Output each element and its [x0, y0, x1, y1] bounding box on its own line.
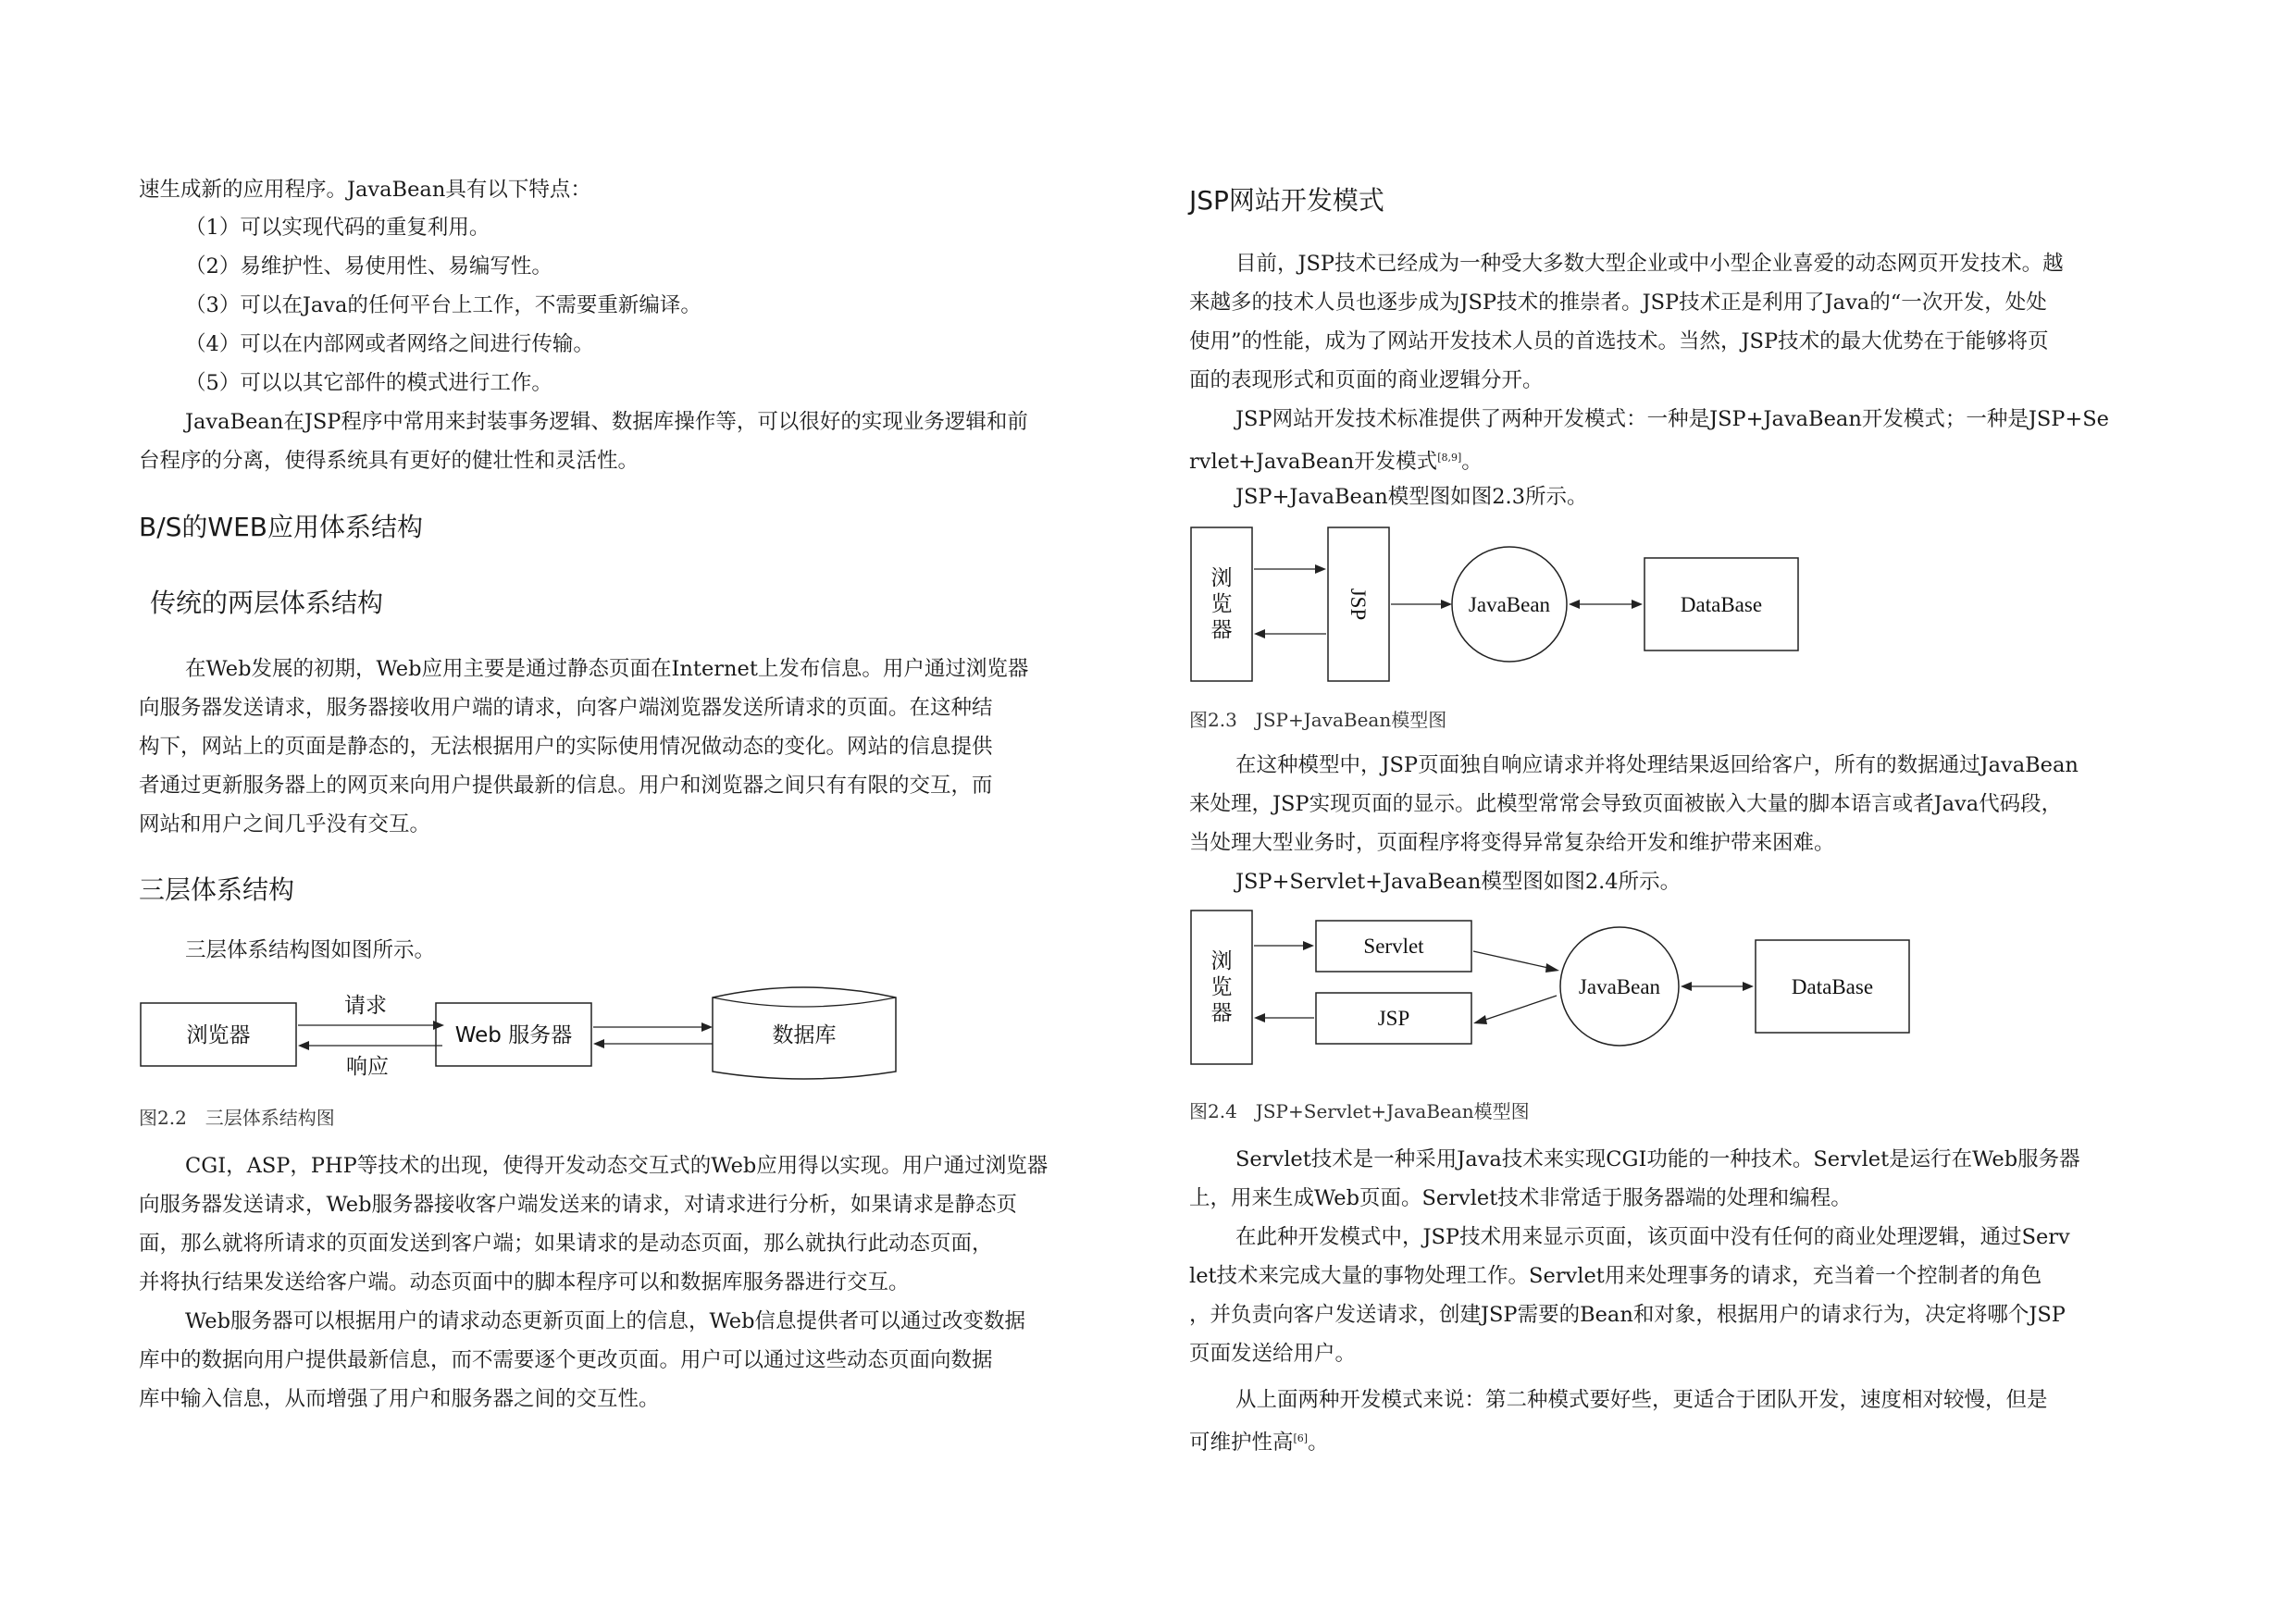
paragraph-line: 面的表现形式和页面的商业逻辑分开。: [1189, 368, 1544, 392]
web-server-label: Web 服务器: [454, 1023, 573, 1047]
paragraph-line: 三层体系结构图如图所示。: [185, 938, 436, 962]
paragraph-line: 向服务器发送请求，Web服务器接收客户端发送来的请求，对请求进行分析，如果请求是静态页: [139, 1193, 1018, 1217]
figure-caption: 图2.3 JSP+JavaBean模型图: [1189, 709, 1447, 731]
request-label: 请求: [344, 994, 387, 1018]
paragraph-text: 。: [1308, 1431, 1329, 1455]
paragraph-line: JavaBean在JSP程序中常用来封装事务逻辑、数据库操作等，可以很好的实现业务逻辑和前: [185, 410, 1028, 434]
paragraph-line: 从上面两种开发模式来说：第二种模式要好些，更适合于团队开发，速度相对较慢，但是: [1235, 1388, 2048, 1412]
servlet-label: Servlet: [1363, 935, 1424, 958]
paragraph-line: 面，那么就将所请求的页面发送到客户端；如果请求的是动态页面，那么就执行此动态页面，: [139, 1232, 993, 1256]
paragraph-text: 可维护性高: [1189, 1431, 1294, 1455]
paragraph-line: 在此种开发模式中，JSP技术用来显示页面，该页面中没有任何的商业处理逻辑，通过Serv: [1235, 1225, 2070, 1249]
paragraph-text: 。: [1461, 450, 1483, 474]
jsp-javabean-diagram: [1189, 518, 1800, 685]
paragraph-text: rvlet+JavaBean开发模式: [1189, 450, 1438, 474]
paragraph-line: Servlet技术是一种采用Java技术来实现CGI功能的一种技术。Servlet是运行在Web服务器: [1235, 1147, 2080, 1171]
paragraph-line: JSP网站开发技术标准提供了两种开发模式：一种是JSP+JavaBean开发模式；一种是JSP+Se: [1235, 407, 2109, 431]
paragraph-line: [1189, 1425, 1329, 1456]
citation: [8,9]: [1437, 452, 1462, 464]
paragraph-line: 网站和用户之间几乎没有交互。: [139, 812, 431, 836]
browser-label: 浏: [1210, 566, 1233, 590]
paragraph-line: 库中输入信息，从而增强了用户和服务器之间的交互性。: [139, 1387, 660, 1411]
section-heading: B/S的WEB应用体系结构: [139, 512, 424, 542]
jsp-label: JSP: [1377, 1007, 1410, 1030]
feature-item: （3）可以在Java的任何平台上工作，不需要重新编译。: [185, 293, 701, 317]
figure-caption: 图2.4 JSP+Servlet+JavaBean模型图: [1189, 1100, 1530, 1122]
paragraph-line: 库中的数据向用户提供最新信息，而不需要逐个更改页面。用户可以通过这些动态页面向数据: [139, 1348, 993, 1372]
paragraph-line: 在这种模型中，JSP页面独自响应请求并将处理结果返回给客户，所有的数据通过JavaBean: [1235, 753, 2079, 777]
paragraph-line: JSP+Servlet+JavaBean模型图如图2.4所示。: [1235, 870, 1682, 894]
paragraph-line: 向服务器发送请求，服务器接收用户端的请求，向客户端浏览器发送所请求的页面。在这种结: [139, 696, 993, 720]
paragraph-line: 台程序的分离，使得系统具有更好的健壮性和灵活性。: [139, 449, 639, 473]
browser-label: 览: [1210, 975, 1233, 999]
citation: [6]: [1293, 1432, 1309, 1444]
subsection-heading: 三层体系结构: [139, 874, 295, 905]
intro-text: 速生成新的应用程序。JavaBean具有以下特点：: [139, 178, 591, 202]
paragraph-line: 者通过更新服务器上的网页来向用户提供最新的信息。用户和浏览器之间只有有限的交互，而: [139, 774, 993, 798]
paragraph-line: Web服务器可以根据用户的请求动态更新页面上的信息，Web信息提供者可以通过改变数据: [185, 1309, 1026, 1333]
paragraph-line: 并将执行结果发送给客户端。动态页面中的脚本程序可以和数据库服务器进行交互。: [139, 1270, 910, 1295]
feature-item: （1）可以实现代码的重复利用。: [185, 216, 490, 240]
feature-item: （5）可以以其它部件的模式进行工作。: [185, 371, 552, 395]
paragraph-line: 在Web发展的初期，Web应用主要是通过静态页面在Internet上发布信息。用户通过浏览器: [185, 657, 1029, 681]
paragraph-line: CGI，ASP，PHP等技术的出现，使得开发动态交互式的Web应用得以实现。用户通过浏览器: [185, 1154, 1049, 1178]
jsp-servlet-javabean-diagram: [1189, 907, 1874, 1073]
paragraph-line: ，并负责向客户发送请求，创建JSP需要的Bean和对象，根据用户的请求行为，决定将哪个JSP: [1189, 1303, 2066, 1327]
feature-item: （4）可以在内部网或者网络之间进行传输。: [185, 332, 594, 356]
feature-item: （2）易维护性、易使用性、易编写性。: [185, 254, 552, 279]
response-label: 响应: [346, 1055, 389, 1079]
browser-label: 览: [1210, 592, 1233, 616]
subsection-heading: 传统的两层体系结构: [150, 588, 384, 618]
paragraph-line: [1189, 444, 1483, 476]
browser-label: 浏: [1210, 949, 1233, 973]
paragraph-line: 构下，网站上的页面是静态的，无法根据用户的实际使用情况做动态的变化。网站的信息提供: [139, 735, 993, 759]
javabean-label: JavaBean: [1468, 593, 1551, 616]
paragraph-line: 来越多的技术人员也逐步成为JSP技术的推崇者。JSP技术正是利用了Java的“一次开发，处处: [1189, 291, 2047, 315]
paragraph-line: JSP+JavaBean模型图如图2.3所示。: [1235, 485, 1588, 509]
browser-label: 器: [1210, 618, 1233, 642]
javabean-label: JavaBean: [1578, 975, 1661, 998]
figure-caption: 图2.2 三层体系结构图: [139, 1107, 335, 1129]
jsp-label: JSP: [1347, 588, 1370, 621]
section-heading: JSP网站开发模式: [1189, 185, 1384, 216]
paragraph-line: let技术来完成大量的事物处理工作。Servlet用来处理事务的请求，充当着一个控制者的角色: [1189, 1264, 2042, 1288]
database-label: DataBase: [1791, 975, 1874, 998]
paragraph-line: 页面发送给用户。: [1189, 1342, 1357, 1366]
browser-label: 浏览器: [186, 1023, 251, 1047]
paragraph-line: 目前，JSP技术已经成为一种受大多数大型企业或中小型企业喜爱的动态网页开发技术。越: [1235, 252, 2064, 276]
paragraph-line: 来处理，JSP实现页面的显示。此模型常常会导致页面被嵌入大量的脚本语言或者Java代码段，: [1189, 792, 2063, 816]
paragraph-line: 使用”的性能，成为了网站开发技术人员的首选技术。当然，JSP技术的最大优势在于能够将页: [1189, 329, 2049, 353]
browser-label: 器: [1210, 1001, 1233, 1025]
paragraph-line: 上，用来生成Web页面。Servlet技术非常适于服务器端的处理和编程。: [1189, 1186, 1852, 1210]
three-tier-diagram: [139, 972, 907, 1092]
paragraph-line: 当处理大型业务时，页面程序将变得异常复杂给开发和维护带来困难。: [1189, 831, 1835, 855]
database-label: DataBase: [1680, 593, 1763, 616]
database-label: 数据库: [772, 1023, 837, 1047]
